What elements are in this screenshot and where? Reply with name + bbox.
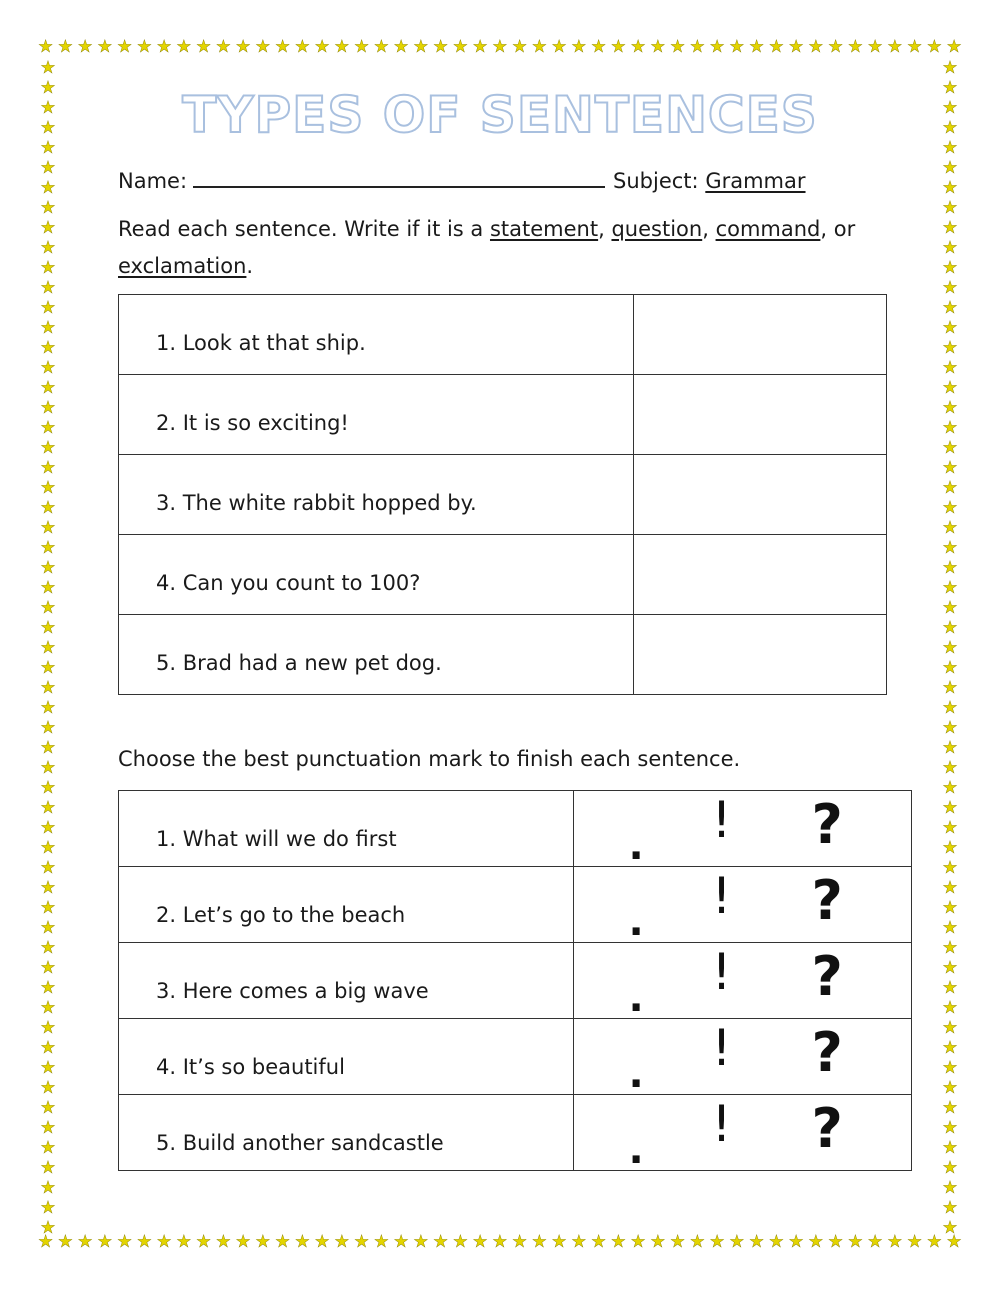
star-icon: ★	[354, 37, 370, 57]
star-icon: ★	[40, 218, 56, 238]
star-icon: ★	[255, 37, 271, 57]
star-icon: ★	[40, 698, 56, 718]
star-icon: ★	[40, 1178, 56, 1198]
table-row	[119, 535, 887, 615]
star-icon: ★	[942, 278, 958, 298]
star-icon: ★	[942, 438, 958, 458]
subject-value: Grammar	[705, 169, 806, 193]
exclamation-choice[interactable]: !	[711, 791, 732, 849]
instructions-punctuation: Choose the best punctuation mark to finish each sentence.	[118, 747, 741, 771]
star-icon: ★	[40, 658, 56, 678]
star-icon: ★	[808, 1232, 824, 1252]
star-icon: ★	[40, 1218, 56, 1238]
star-icon: ★	[571, 37, 587, 57]
sentence-cell: 5. Build another sandcastle	[119, 1095, 574, 1171]
star-icon: ★	[40, 958, 56, 978]
star-icon: ★	[942, 938, 958, 958]
star-icon: ★	[709, 37, 725, 57]
star-icon: ★	[275, 1232, 291, 1252]
star-icon: ★	[40, 398, 56, 418]
star-icon: ★	[314, 37, 330, 57]
star-icon: ★	[942, 558, 958, 578]
star-icon: ★	[40, 598, 56, 618]
star-icon: ★	[512, 37, 528, 57]
star-icon: ★	[40, 798, 56, 818]
star-icon: ★	[413, 37, 429, 57]
star-icon: ★	[433, 37, 449, 57]
star-icon: ★	[373, 1232, 389, 1252]
star-icon: ★	[40, 778, 56, 798]
star-icon: ★	[946, 1232, 962, 1252]
sentence-cell: 5. Brad had a new pet dog.	[119, 615, 634, 695]
star-icon: ★	[40, 738, 56, 758]
star-icon: ★	[40, 618, 56, 638]
star-icon: ★	[942, 78, 958, 98]
instructions-types	[118, 211, 878, 285]
star-icon: ★	[942, 58, 958, 78]
star-icon: ★	[942, 1158, 958, 1178]
star-icon: ★	[40, 338, 56, 358]
star-icon: ★	[40, 898, 56, 918]
sentence-cell: 3. Here comes a big wave	[119, 943, 574, 1019]
question-choice[interactable]: ?	[811, 1021, 843, 1084]
star-icon: ★	[77, 37, 93, 57]
star-icon: ★	[942, 98, 958, 118]
star-icon: ★	[40, 298, 56, 318]
sep: , or	[820, 217, 856, 241]
star-icon: ★	[942, 378, 958, 398]
sentence-cell: 3. The white rabbit hopped by.	[119, 455, 634, 535]
star-icon: ★	[235, 1232, 251, 1252]
name-blank[interactable]	[193, 168, 605, 188]
punctuation-choices	[573, 1095, 911, 1171]
table-row	[119, 295, 887, 375]
star-icon: ★	[942, 978, 958, 998]
punctuation-choices	[573, 791, 911, 867]
star-icon: ★	[942, 898, 958, 918]
star-icon: ★	[610, 37, 626, 57]
star-icon: ★	[828, 37, 844, 57]
star-icon: ★	[40, 978, 56, 998]
star-icon: ★	[40, 438, 56, 458]
star-icon: ★	[40, 718, 56, 738]
star-icon: ★	[942, 198, 958, 218]
star-icon: ★	[40, 498, 56, 518]
star-icon: ★	[136, 37, 152, 57]
star-icon: ★	[40, 1118, 56, 1138]
star-icon: ★	[40, 318, 56, 338]
sep: .	[246, 254, 254, 278]
option-exclamation: exclamation	[118, 254, 247, 278]
star-icon: ★	[942, 238, 958, 258]
table-row	[119, 455, 887, 535]
star-icon: ★	[294, 37, 310, 57]
star-icon: ★	[117, 1232, 133, 1252]
table-row	[119, 375, 887, 455]
star-icon: ★	[942, 418, 958, 438]
star-icon: ★	[40, 818, 56, 838]
star-icon: ★	[942, 398, 958, 418]
exclamation-choice[interactable]: !	[711, 943, 732, 1001]
star-icon: ★	[40, 1158, 56, 1178]
star-icon: ★	[942, 638, 958, 658]
sentence-cell: 4. Can you count to 100?	[119, 535, 634, 615]
star-icon: ★	[551, 37, 567, 57]
option-command: command	[715, 217, 821, 241]
star-icon: ★	[788, 37, 804, 57]
exclamation-choice[interactable]: !	[711, 867, 732, 925]
star-icon: ★	[77, 1232, 93, 1252]
star-icon: ★	[156, 1232, 172, 1252]
star-icon: ★	[942, 138, 958, 158]
star-icon: ★	[294, 1232, 310, 1252]
star-icon: ★	[942, 758, 958, 778]
subject-label: Subject:	[613, 169, 699, 193]
star-icon: ★	[97, 1232, 113, 1252]
star-icon: ★	[942, 158, 958, 178]
star-icon: ★	[215, 1232, 231, 1252]
star-icon: ★	[40, 1038, 56, 1058]
star-icon: ★	[942, 618, 958, 638]
star-icon: ★	[393, 37, 409, 57]
star-icon: ★	[942, 538, 958, 558]
instr-lead: Read each sentence. Write if it is a	[118, 217, 490, 241]
sep: ,	[598, 217, 612, 241]
star-icon: ★	[40, 458, 56, 478]
star-icon: ★	[942, 118, 958, 138]
punctuation-choices	[573, 1019, 911, 1095]
star-icon: ★	[630, 1232, 646, 1252]
star-icon: ★	[926, 1232, 942, 1252]
star-icon: ★	[156, 37, 172, 57]
star-icon: ★	[40, 138, 56, 158]
star-icon: ★	[452, 1232, 468, 1252]
star-icon: ★	[57, 37, 73, 57]
star-icon: ★	[472, 1232, 488, 1252]
star-icon: ★	[942, 258, 958, 278]
star-icon: ★	[176, 1232, 192, 1252]
star-icon: ★	[40, 578, 56, 598]
sep: ,	[702, 217, 716, 241]
star-icon: ★	[40, 938, 56, 958]
period-choice[interactable]: .	[628, 823, 644, 869]
star-icon: ★	[942, 1058, 958, 1078]
star-icon: ★	[40, 1198, 56, 1218]
star-icon: ★	[40, 118, 56, 138]
answer-cell[interactable]	[634, 615, 887, 695]
star-icon: ★	[942, 478, 958, 498]
star-icon: ★	[942, 598, 958, 618]
star-icon: ★	[354, 1232, 370, 1252]
star-icon: ★	[40, 838, 56, 858]
star-icon: ★	[433, 1232, 449, 1252]
punctuation-table	[118, 790, 912, 1171]
star-icon: ★	[942, 958, 958, 978]
question-choice[interactable]: ?	[811, 793, 843, 856]
star-icon: ★	[40, 278, 56, 298]
star-icon: ★	[215, 37, 231, 57]
star-icon: ★	[768, 37, 784, 57]
star-icon: ★	[788, 1232, 804, 1252]
star-icon: ★	[334, 37, 350, 57]
star-icon: ★	[942, 1178, 958, 1198]
star-icon: ★	[650, 1232, 666, 1252]
star-icon: ★	[117, 37, 133, 57]
punctuation-choices	[573, 867, 911, 943]
star-icon: ★	[887, 37, 903, 57]
star-icon: ★	[942, 218, 958, 238]
star-icon: ★	[40, 1078, 56, 1098]
star-icon: ★	[942, 998, 958, 1018]
star-icon: ★	[40, 998, 56, 1018]
star-icon: ★	[942, 818, 958, 838]
star-icon: ★	[40, 78, 56, 98]
star-icon: ★	[38, 37, 54, 57]
star-icon: ★	[40, 918, 56, 938]
star-border-left	[38, 58, 58, 1238]
star-icon: ★	[942, 1098, 958, 1118]
star-icon: ★	[40, 58, 56, 78]
star-icon: ★	[942, 298, 958, 318]
star-icon: ★	[942, 878, 958, 898]
star-icon: ★	[591, 37, 607, 57]
star-icon: ★	[314, 1232, 330, 1252]
star-icon: ★	[768, 1232, 784, 1252]
star-icon: ★	[942, 1038, 958, 1058]
star-icon: ★	[373, 37, 389, 57]
table-row	[119, 867, 912, 943]
star-icon: ★	[40, 758, 56, 778]
exclamation-choice[interactable]: !	[711, 1019, 732, 1077]
star-icon: ★	[942, 338, 958, 358]
star-icon: ★	[40, 678, 56, 698]
star-border-top	[38, 37, 962, 57]
star-icon: ★	[334, 1232, 350, 1252]
star-icon: ★	[40, 1058, 56, 1078]
star-icon: ★	[235, 37, 251, 57]
star-icon: ★	[40, 858, 56, 878]
star-icon: ★	[942, 778, 958, 798]
star-icon: ★	[40, 518, 56, 538]
star-icon: ★	[610, 1232, 626, 1252]
star-icon: ★	[275, 37, 291, 57]
star-icon: ★	[942, 1218, 958, 1238]
star-icon: ★	[650, 37, 666, 57]
star-icon: ★	[907, 1232, 923, 1252]
star-icon: ★	[942, 178, 958, 198]
star-icon: ★	[709, 1232, 725, 1252]
star-icon: ★	[729, 37, 745, 57]
question-choice[interactable]: ?	[811, 869, 843, 932]
star-icon: ★	[40, 418, 56, 438]
table-row	[119, 1095, 912, 1171]
star-icon: ★	[176, 37, 192, 57]
punctuation-choices	[573, 943, 911, 1019]
star-icon: ★	[40, 538, 56, 558]
star-icon: ★	[97, 37, 113, 57]
sentence-cell: 4. It’s so beautiful	[119, 1019, 574, 1095]
answer-cell[interactable]	[634, 295, 887, 375]
period-choice[interactable]: .	[628, 975, 644, 1021]
star-icon: ★	[942, 858, 958, 878]
star-icon: ★	[749, 37, 765, 57]
star-icon: ★	[136, 1232, 152, 1252]
star-icon: ★	[689, 1232, 705, 1252]
star-icon: ★	[57, 1232, 73, 1252]
star-icon: ★	[942, 578, 958, 598]
star-icon: ★	[689, 37, 705, 57]
star-icon: ★	[942, 698, 958, 718]
sentence-cell: 2. It is so exciting!	[119, 375, 634, 455]
star-icon: ★	[867, 37, 883, 57]
star-icon: ★	[571, 1232, 587, 1252]
worksheet-title: TYPES OF SENTENCES	[182, 86, 818, 144]
star-icon: ★	[670, 1232, 686, 1252]
period-choice[interactable]: .	[628, 1051, 644, 1097]
star-icon: ★	[492, 1232, 508, 1252]
table-row	[119, 615, 887, 695]
star-icon: ★	[942, 658, 958, 678]
star-icon: ★	[942, 1198, 958, 1218]
star-icon: ★	[40, 238, 56, 258]
star-icon: ★	[40, 378, 56, 398]
star-icon: ★	[40, 198, 56, 218]
star-icon: ★	[472, 37, 488, 57]
star-icon: ★	[413, 1232, 429, 1252]
star-icon: ★	[847, 1232, 863, 1252]
star-border-right	[940, 58, 960, 1238]
star-icon: ★	[452, 37, 468, 57]
star-icon: ★	[946, 37, 962, 57]
star-icon: ★	[942, 1138, 958, 1158]
option-statement: statement	[489, 217, 599, 241]
answer-cell[interactable]	[634, 455, 887, 535]
sentence-cell: 2. Let’s go to the beach	[119, 867, 574, 943]
star-icon: ★	[40, 98, 56, 118]
period-choice[interactable]: .	[628, 1127, 644, 1173]
star-icon: ★	[942, 798, 958, 818]
star-icon: ★	[887, 1232, 903, 1252]
exclamation-choice[interactable]: !	[711, 1095, 732, 1153]
star-icon: ★	[40, 358, 56, 378]
star-icon: ★	[40, 1138, 56, 1158]
star-icon: ★	[942, 678, 958, 698]
star-icon: ★	[40, 478, 56, 498]
star-icon: ★	[531, 37, 547, 57]
star-icon: ★	[942, 1118, 958, 1138]
sentence-cell: 1. What will we do first	[119, 791, 574, 867]
table-row	[119, 1019, 912, 1095]
star-icon: ★	[926, 37, 942, 57]
table-row	[119, 791, 912, 867]
star-icon: ★	[40, 1018, 56, 1038]
star-icon: ★	[196, 1232, 212, 1252]
star-icon: ★	[942, 358, 958, 378]
star-icon: ★	[867, 1232, 883, 1252]
star-icon: ★	[393, 1232, 409, 1252]
star-icon: ★	[512, 1232, 528, 1252]
star-icon: ★	[591, 1232, 607, 1252]
answer-cell[interactable]	[634, 375, 887, 455]
sentence-type-table	[118, 294, 887, 695]
star-icon: ★	[942, 1018, 958, 1038]
question-choice[interactable]: ?	[811, 945, 843, 1008]
star-icon: ★	[942, 718, 958, 738]
star-icon: ★	[40, 1098, 56, 1118]
name-subject-line	[118, 168, 806, 193]
star-icon: ★	[808, 37, 824, 57]
star-icon: ★	[942, 458, 958, 478]
star-icon: ★	[40, 638, 56, 658]
star-icon: ★	[40, 178, 56, 198]
star-icon: ★	[38, 1232, 54, 1252]
option-question: question	[611, 217, 703, 241]
star-icon: ★	[907, 37, 923, 57]
star-icon: ★	[942, 498, 958, 518]
star-icon: ★	[255, 1232, 271, 1252]
table-row	[119, 943, 912, 1019]
star-icon: ★	[196, 37, 212, 57]
answer-cell[interactable]	[634, 535, 887, 615]
name-label: Name:	[118, 169, 188, 193]
star-icon: ★	[670, 37, 686, 57]
star-icon: ★	[729, 1232, 745, 1252]
star-icon: ★	[40, 558, 56, 578]
star-icon: ★	[40, 158, 56, 178]
star-icon: ★	[828, 1232, 844, 1252]
question-choice[interactable]: ?	[811, 1097, 843, 1160]
star-icon: ★	[942, 318, 958, 338]
star-icon: ★	[942, 918, 958, 938]
star-border-bottom	[38, 1232, 962, 1252]
star-icon: ★	[942, 1078, 958, 1098]
star-icon: ★	[942, 518, 958, 538]
star-icon: ★	[942, 838, 958, 858]
star-icon: ★	[847, 37, 863, 57]
star-icon: ★	[630, 37, 646, 57]
sentence-cell: 1. Look at that ship.	[119, 295, 634, 375]
star-icon: ★	[531, 1232, 547, 1252]
star-icon: ★	[40, 878, 56, 898]
star-icon: ★	[492, 37, 508, 57]
star-icon: ★	[749, 1232, 765, 1252]
period-choice[interactable]: .	[628, 899, 644, 945]
star-icon: ★	[551, 1232, 567, 1252]
star-icon: ★	[942, 738, 958, 758]
star-icon: ★	[40, 258, 56, 278]
